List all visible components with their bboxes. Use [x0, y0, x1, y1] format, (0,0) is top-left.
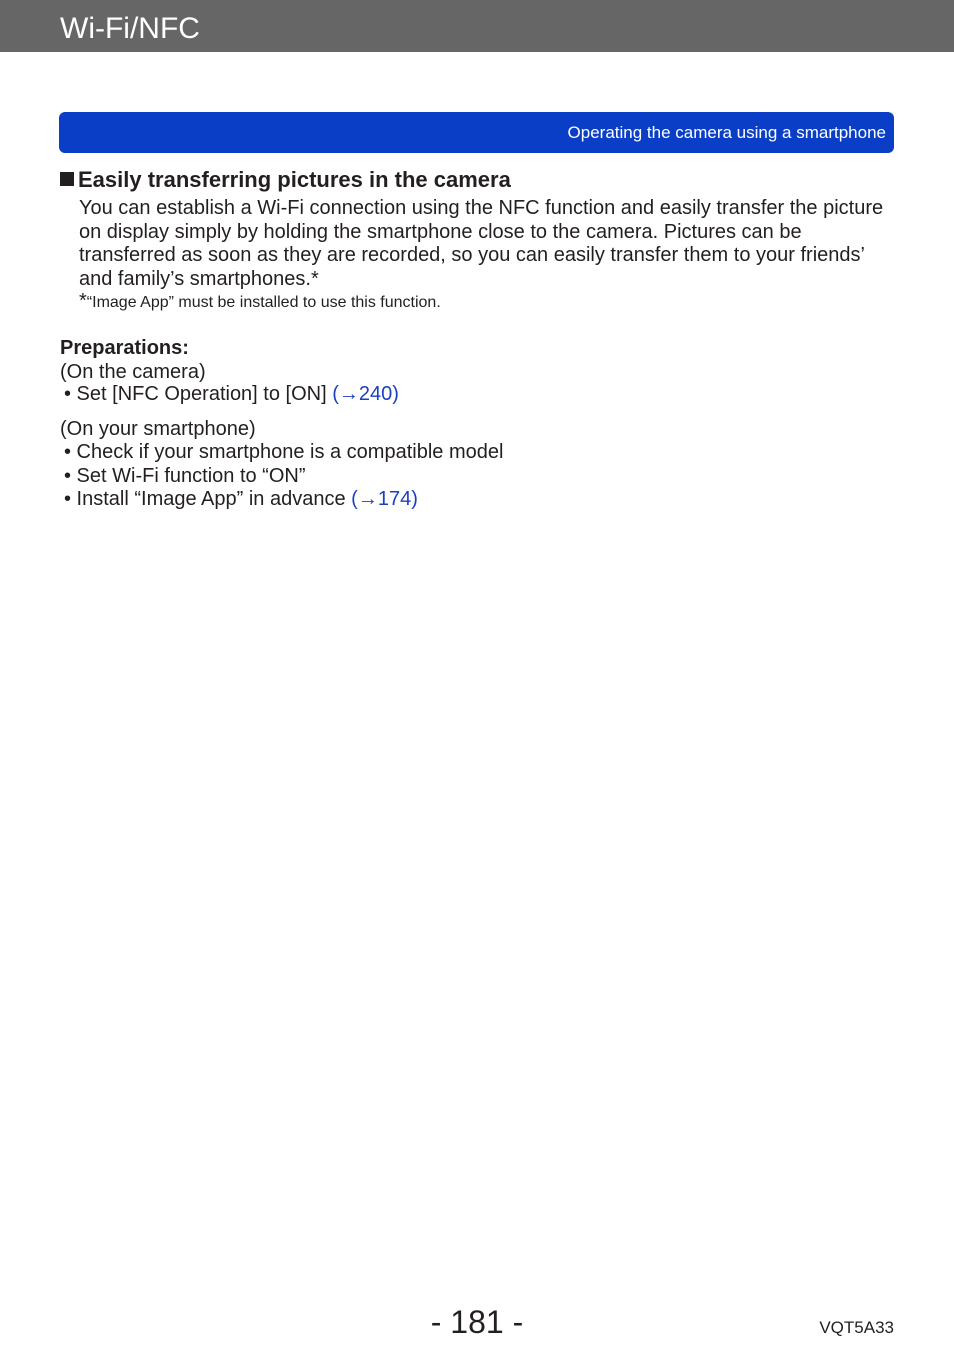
preparations-title: Preparations: — [60, 337, 189, 359]
list-item — [64, 441, 503, 465]
camera-subheading: (On the camera) — [60, 361, 206, 383]
document-code: VQT5A33 — [819, 1318, 894, 1337]
section-heading-text: Easily transferring pictures in the camera — [78, 167, 511, 192]
chapter-title: Wi-Fi/NFC — [60, 12, 200, 45]
intro-paragraph: You can establish a Wi-Fi connection using the NFC function and easily transfer the picture on display simply by holding the smartphone close to the camera. Pictures can be transferred as soon as they are recorded, so you can easily transfer them to your friends’ and family’s smartphones.* — [79, 197, 884, 291]
page-number: - 181 - — [430, 1304, 524, 1340]
page-reference-link[interactable]: (→240) — [332, 383, 399, 405]
section-banner-label: Operating the camera using a smartphone — [567, 123, 886, 142]
list-item — [64, 488, 503, 512]
list-item-text: • Set [NFC Operation] to [ON] — [64, 383, 333, 405]
section-banner — [59, 112, 894, 153]
list-item — [64, 465, 503, 489]
footnote — [79, 290, 441, 314]
square-bullet-icon — [60, 172, 74, 186]
list-item-text: • Set Wi-Fi function to “ON” — [64, 464, 306, 487]
footnote-text: “Image App” must be installed to use this function. — [86, 294, 441, 311]
list-item-text: • Install “Image App” in advance — [64, 488, 352, 511]
footnote-mark: * — [79, 290, 87, 312]
list-item — [64, 383, 399, 407]
smartphone-subheading: (On your smartphone) — [60, 418, 256, 440]
camera-steps-list — [64, 383, 399, 407]
page-reference-link[interactable]: (→174) — [351, 488, 418, 511]
list-item-text: • Check if your smartphone is a compatible model — [64, 441, 504, 463]
smartphone-steps-list — [64, 441, 503, 512]
section-heading — [60, 166, 511, 194]
header-bar — [0, 0, 954, 52]
